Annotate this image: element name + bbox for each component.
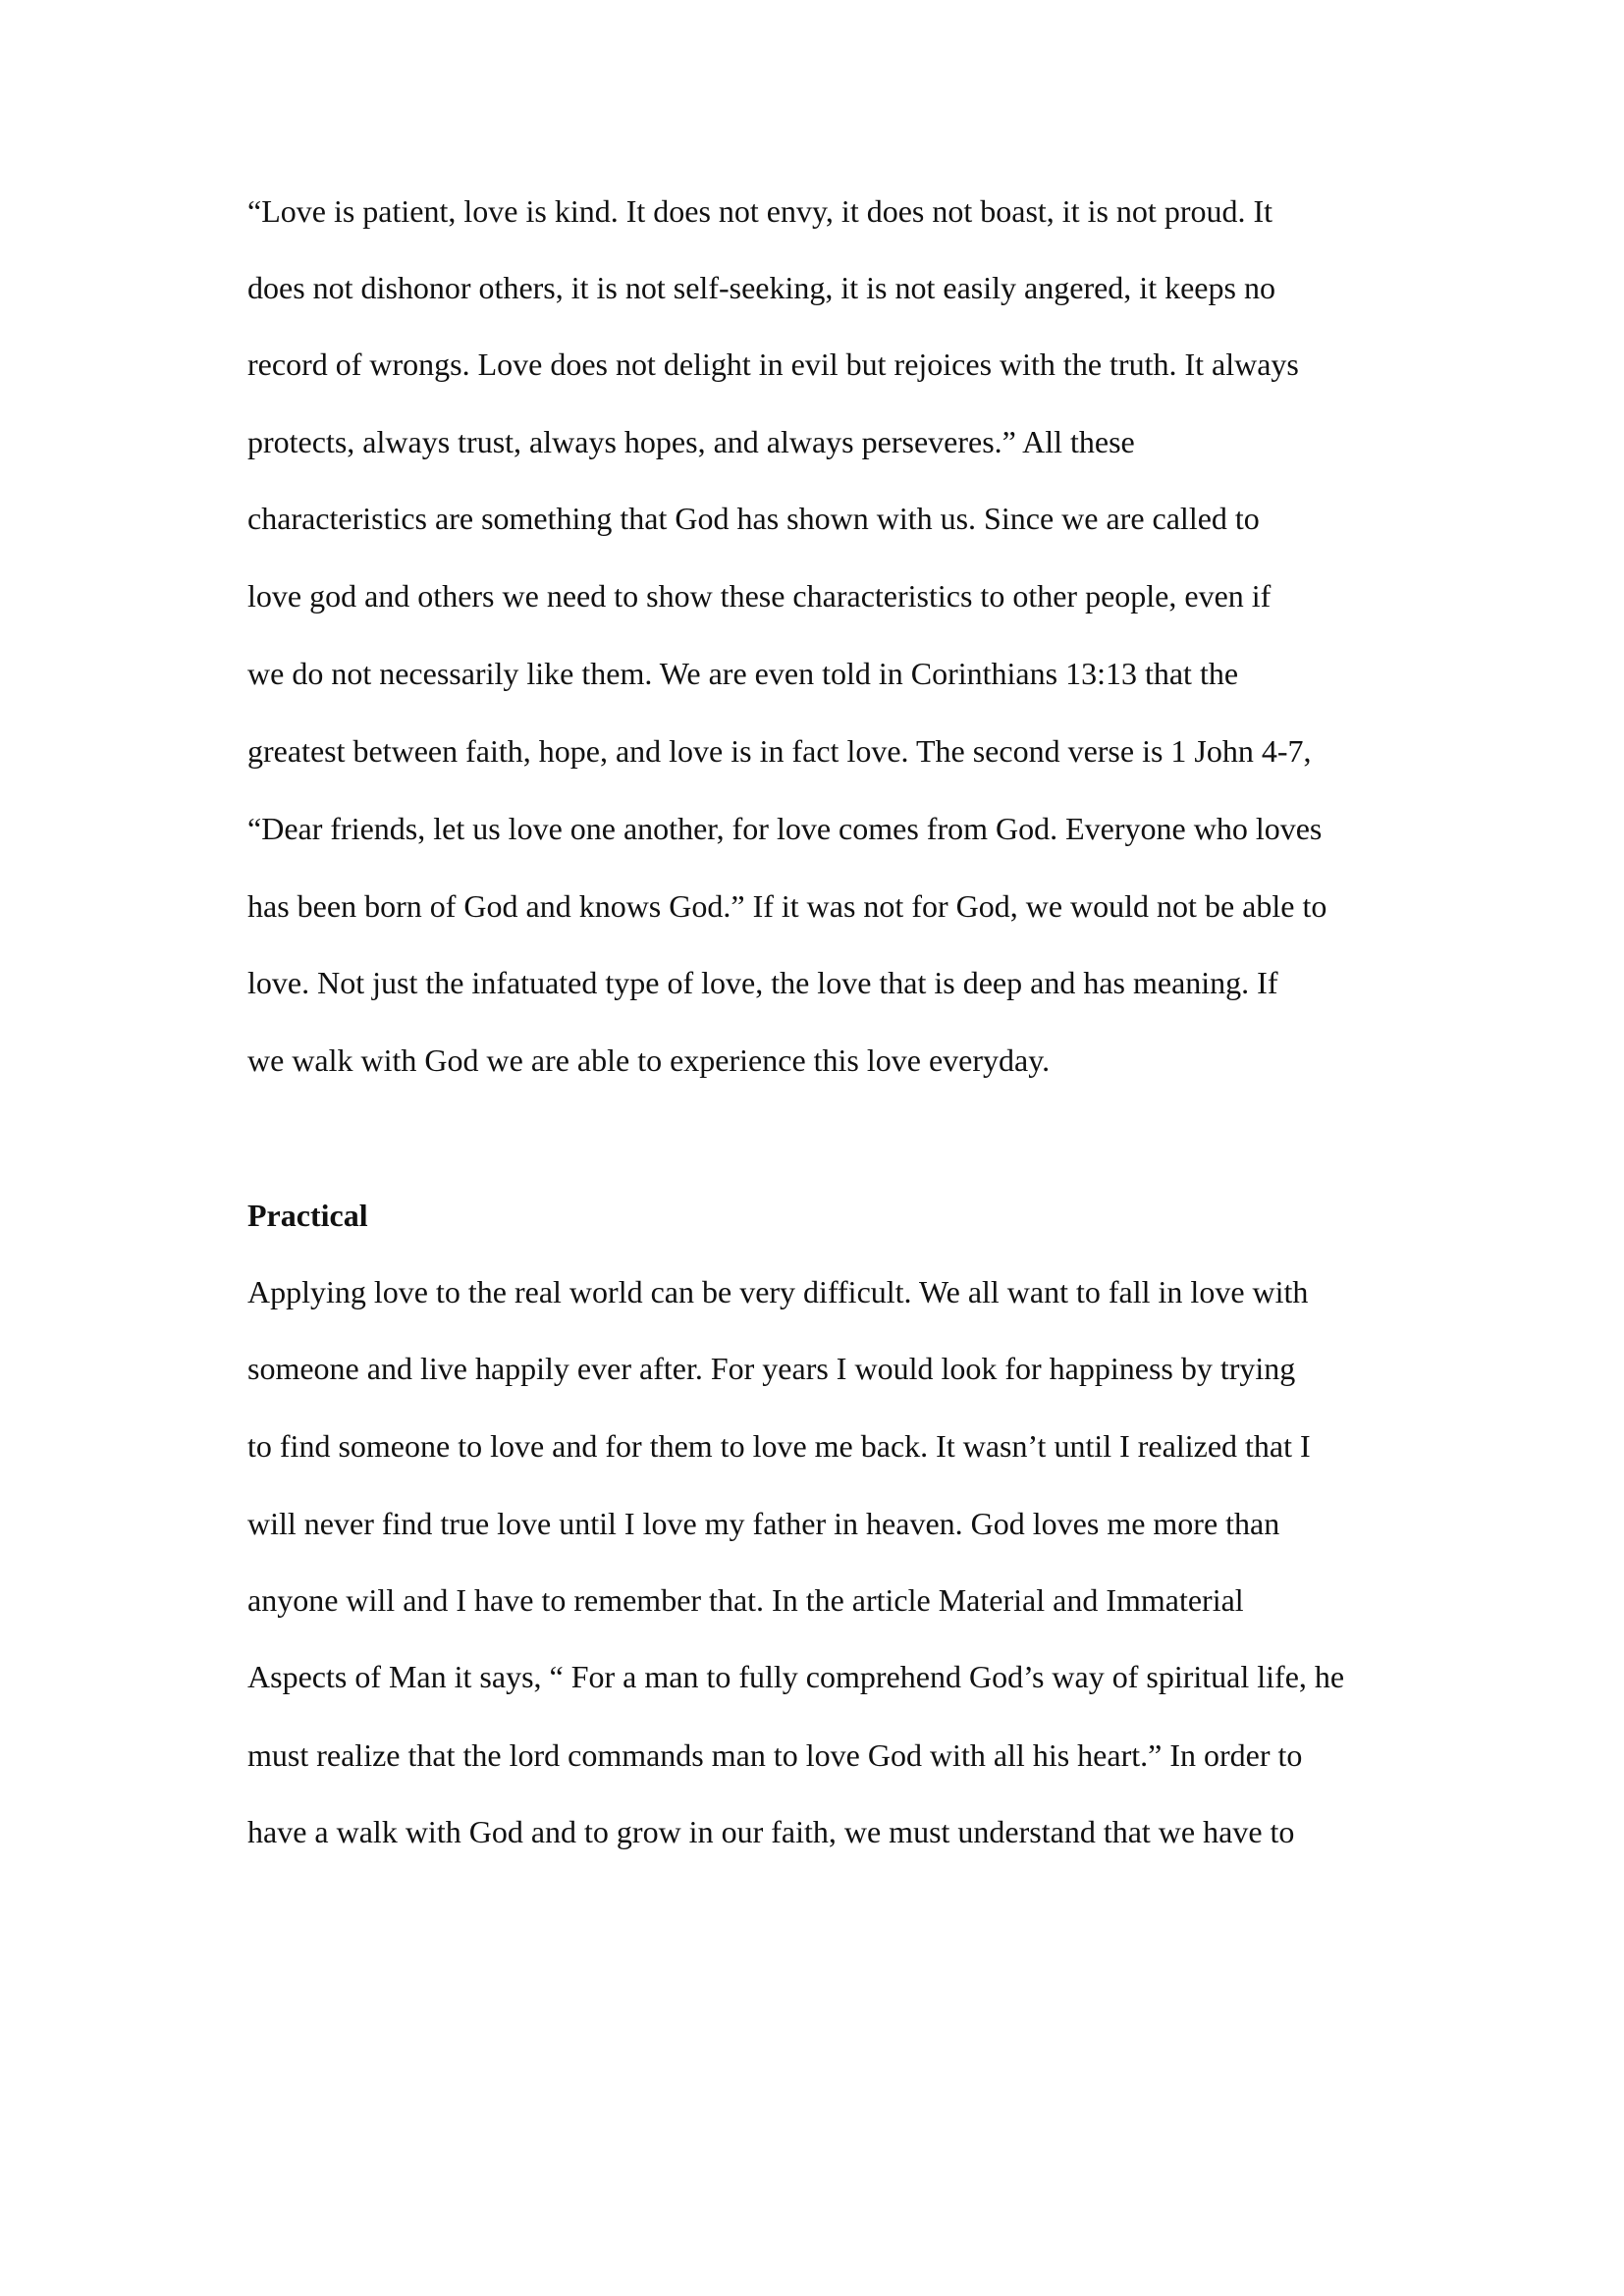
text-line: characteristics are something that God has shown with us. Since we are called to xyxy=(247,501,1260,536)
text-line: “Love is patient, love is kind. It does not envy, it does not boast, it is not proud. It xyxy=(247,193,1273,229)
text-line: “Dear friends, let us love one another, for love comes from God. Everyone who loves xyxy=(247,811,1323,846)
text-line: does not dishonor others, it is not self-seeking, it is not easily angered, it keeps no xyxy=(247,270,1275,305)
text-line: we do not necessarily like them. We are even told in Corinthians 13:13 that the xyxy=(247,656,1239,691)
section-heading: Practical xyxy=(247,1198,368,1233)
text-line: love. Not just the infatuated type of love, the love that is deep and has meaning. If xyxy=(247,965,1278,1000)
text-line: we walk with God we are able to experience this love everyday. xyxy=(247,1042,1051,1078)
text-line: someone and live happily ever after. For years I would look for happiness by trying xyxy=(247,1351,1296,1386)
text-line: must realize that the lord commands man to love God with all his heart.” In order to xyxy=(247,1737,1303,1773)
text-line: record of wrongs. Love does not delight in evil but rejoices with the truth. It always xyxy=(247,347,1299,382)
text-line: protects, always trust, always hopes, and always perseveres.” All these xyxy=(247,424,1135,459)
text-line: has been born of God and knows God.” If it was not for God, we would not be able to xyxy=(247,888,1327,924)
text-line: greatest between faith, hope, and love is in fact love. The second verse is 1 John 4-7, xyxy=(247,733,1312,769)
text-line: love god and others we need to show these characteristics to other people, even if xyxy=(247,578,1272,614)
text-line: Applying love to the real world can be very difficult. We all want to fall in love with xyxy=(247,1274,1309,1309)
text-line: have a walk with God and to grow in our faith, we must understand that we have to xyxy=(247,1814,1295,1849)
text-line: to find someone to love and for them to love me back. It wasn’t until I realized that I xyxy=(247,1428,1311,1464)
text-line: Aspects of Man it says, “ For a man to fully comprehend God’s way of spiritual life, he xyxy=(247,1659,1345,1694)
text-line: anyone will and I have to remember that. In the article Material and Immaterial xyxy=(247,1582,1244,1618)
text-line: will never find true love until I love my father in heaven. God loves me more than xyxy=(247,1506,1280,1541)
